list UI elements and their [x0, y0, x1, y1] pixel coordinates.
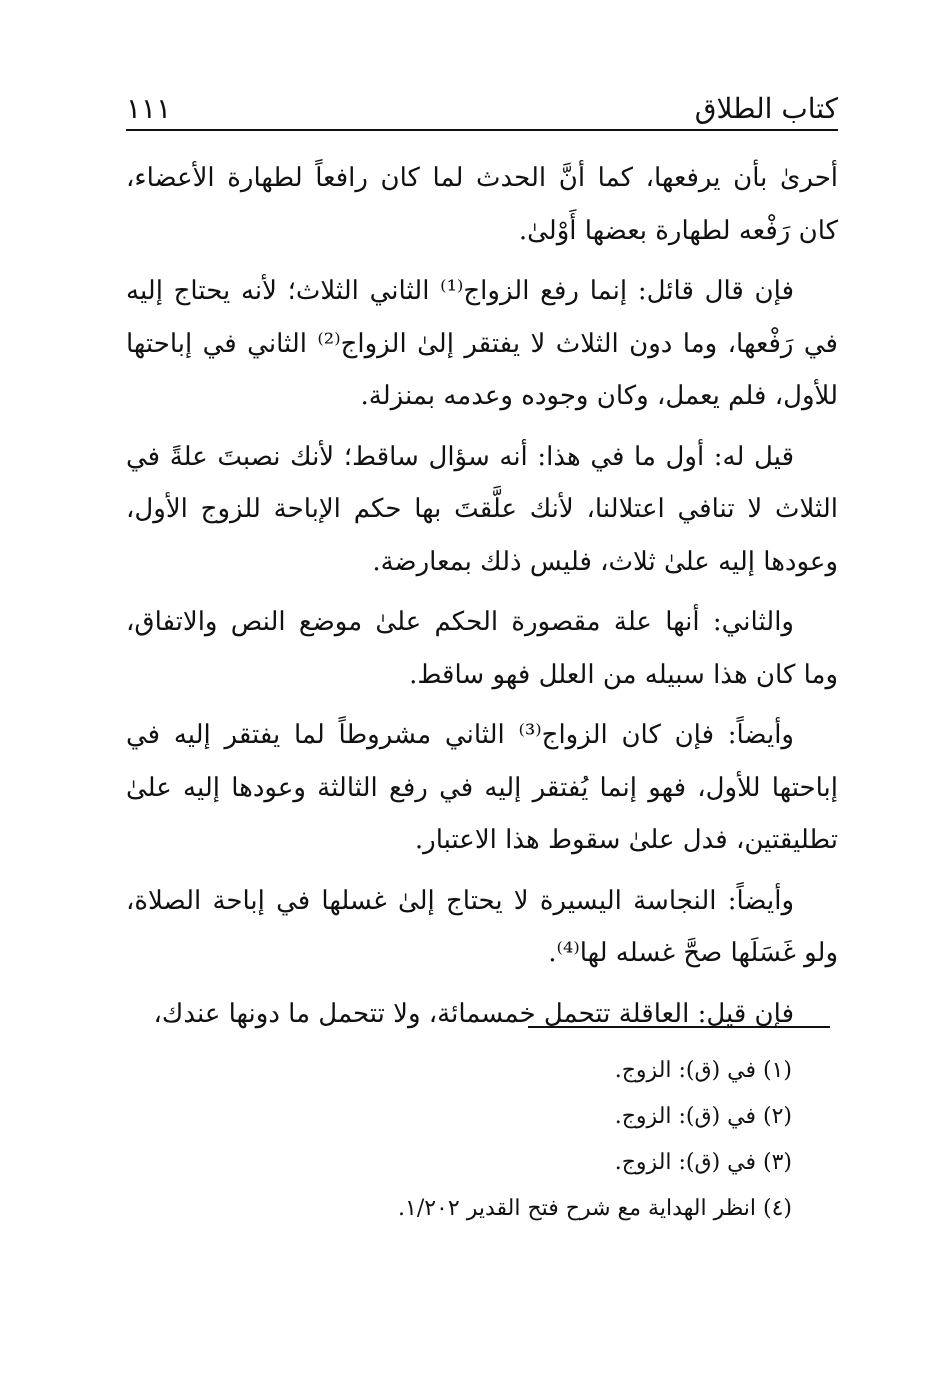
paragraph: وأيضاً: فإن كان الزواج⁽³⁾ الثاني مشروطاً لما يفتقر إليه في إباحتها للأول، فهو إنما يُفتقر إليه في رفع الثالثة وعودها إليه علىٰ تطليقتين، فدل علىٰ سقوط هذا الاعتبار.	[126, 720, 838, 855]
footnote-divider	[528, 1026, 830, 1028]
footnote: (٢) في (ق): الزوج.	[614, 1104, 792, 1129]
footnote: (٤) انظر الهداية مع شرح فتح القدير ١/٢٠٢.	[398, 1196, 792, 1221]
header-divider	[126, 129, 838, 131]
paragraph: فإن قال قائل: إنما رفع الزواج⁽¹⁾ الثاني الثلاث؛ لأنه يحتاج إليه في رَفْعها، وما دون الثلاث لا يفتقر إلىٰ الزواج⁽²⁾ الثاني في إباحتها للأول، فلم يعمل، وكان وجوده وعدمه بمنزلة.	[126, 276, 838, 411]
paragraph: فإن قيل: العاقلة تتحمل خمسمائة، ولا تتحمل ما دونها عندك،	[153, 998, 794, 1029]
page-number: ١١١	[126, 92, 172, 125]
paragraph: وأيضاً: النجاسة اليسيرة لا يحتاج إلىٰ غسلها في إباحة الصلاة، ولو غَسَلَها صحَّ غسله لها⁽⁴⁾.	[126, 885, 838, 968]
footnote: (١) في (ق): الزوج.	[614, 1058, 792, 1083]
running-header	[126, 84, 838, 130]
main-text	[126, 152, 838, 1048]
paragraph: أحرىٰ بأن يرفعها، كما أنَّ الحدث لما كان رافعاً لطهارة الأعضاء، كان رَفْعه لطهارة بعضها أَوْلىٰ.	[126, 163, 838, 246]
footnote: (٣) في (ق): الزوج.	[614, 1150, 792, 1175]
paragraph: والثاني: أنها علة مقصورة الحكم علىٰ موضع النص والاتفاق، وما كان هذا سبيله من العلل فهو ساقط.	[126, 607, 838, 690]
paragraph: قيل له: أول ما في هذا: أنه سؤال ساقط؛ لأنك نصبتَ علةً في الثلاث لا تنافي اعتلالنا، لأنك علَّقتَ بها حكم الإباحة للزوج الأول، وعودها إليه علىٰ ثلاث، فليس ذلك بمعارضة.	[126, 441, 838, 577]
chapter-title: كتاب الطلاق	[694, 92, 838, 125]
footnotes	[126, 1048, 792, 1232]
